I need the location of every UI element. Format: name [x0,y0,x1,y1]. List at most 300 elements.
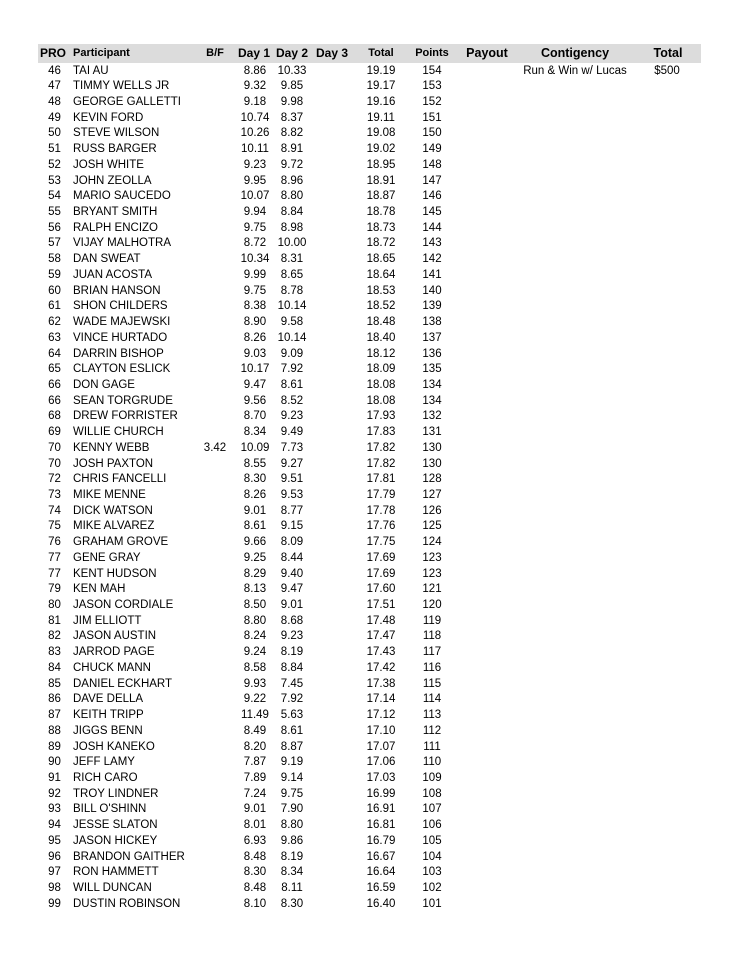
row-points: 140 [422,284,442,297]
row-participant: JIM ELLIOTT [73,614,142,627]
row-participant: CHUCK MANN [73,661,151,674]
row-day1: 6.93 [243,834,267,847]
row-day1: 7.24 [243,787,267,800]
row-participant: DARRIN BISHOP [73,347,164,360]
header-participant: Participant [73,47,130,59]
row-total: 17.12 [366,709,396,721]
row-day1: 10.17 [240,363,270,376]
header-payout: Payout [466,46,508,60]
row-day2: 9.27 [280,457,304,470]
row-points: 152 [422,95,442,108]
row-participant: BRYANT SMITH [73,206,158,218]
row-day2: 9.47 [280,583,304,596]
row-participant: TIMMY WELLS JR [73,80,170,93]
row-day2: 8.78 [280,284,304,297]
row-day1: 8.90 [243,316,267,328]
row-pro: 50 [48,127,61,140]
row-points: 134 [422,378,442,391]
row-day1: 8.49 [243,724,267,737]
row-day2: 9.40 [280,567,304,580]
row-total: 17.47 [366,630,396,643]
row-total: 16.79 [366,834,396,847]
row-pro: 86 [48,693,61,706]
row-total: 17.43 [366,646,396,659]
row-day2: 8.19 [280,646,304,659]
row-total: 16.40 [366,897,396,910]
row-day2: 8.84 [280,661,304,674]
row-day1: 9.01 [243,803,267,816]
row-points: 120 [422,599,442,611]
row-pro: 46 [48,64,61,77]
row-participant: DAN SWEAT [73,253,141,266]
row-points: 104 [422,850,442,863]
row-pro: 91 [48,771,61,784]
row-day2: 8.61 [280,724,304,737]
row-total: 17.60 [366,583,396,596]
row-participant: SHON CHILDERS [73,300,168,313]
row-total: 19.16 [366,95,396,108]
row-day2: 8.61 [280,378,304,391]
row-total: 17.48 [366,614,396,627]
row-participant: WADE MAJEWSKI [73,316,171,328]
row-day2: 9.15 [280,520,304,533]
row-day2: 8.68 [280,614,304,627]
row-pro: 76 [48,536,61,549]
row-participant: DANIEL ECKHART [73,677,173,690]
row-pro: 99 [48,897,61,910]
row-points: 118 [422,630,442,643]
row-points: 154 [422,64,442,77]
row-day1: 8.48 [243,881,267,894]
row-day1: 9.94 [243,206,267,218]
row-pro: 70 [48,457,61,470]
row-total: 17.51 [366,599,396,611]
row-participant: KEITH TRIPP [73,709,144,721]
row-points: 111 [423,740,441,753]
row-points: 147 [422,174,442,187]
row-day2: 9.86 [280,834,304,847]
row-day1: 8.26 [243,331,267,344]
row-pro: 53 [48,174,61,187]
row-day1: 9.18 [243,95,267,108]
row-participant: MIKE ALVAREZ [73,520,155,533]
row-pro: 59 [48,268,61,281]
row-points: 110 [422,756,442,769]
row-total: 18.95 [366,158,396,171]
row-participant: JIGGS BENN [73,724,143,737]
row-participant: KEN MAH [73,583,126,596]
row-pro: 98 [48,881,61,894]
row-pro: 85 [48,677,61,690]
row-points: 112 [422,724,442,737]
row-day2: 9.98 [280,95,304,108]
row-total: 16.81 [366,819,396,832]
row-pro: 79 [48,583,61,596]
row-points: 105 [422,834,442,847]
row-day1: 9.56 [243,394,267,407]
row-day2: 9.14 [280,771,304,784]
row-pro: 88 [48,724,61,737]
row-pro: 74 [48,504,61,517]
row-day1: 11.49 [241,709,269,721]
row-pro: 66 [48,378,61,391]
row-points: 131 [422,426,442,439]
row-day1: 8.26 [243,488,267,501]
row-pro: 62 [48,316,61,328]
row-day1: 8.61 [243,520,267,533]
header-day3: Day 3 [315,46,349,60]
row-day1: 8.01 [243,819,267,832]
row-pro: 69 [48,426,61,439]
row-day2: 8.87 [280,740,304,753]
row-day2: 8.84 [280,206,304,218]
row-pro: 58 [48,253,61,266]
row-points: 153 [422,80,442,93]
row-total: 17.78 [366,504,396,517]
row-day2: 8.31 [280,253,304,266]
row-day2: 8.80 [280,819,304,832]
row-total: 19.19 [366,64,396,77]
row-points: 108 [422,787,442,800]
row-pro: 81 [48,614,61,627]
row-total: 17.42 [366,661,396,674]
row-day2: 7.73 [280,441,304,454]
row-total: 16.91 [366,803,396,816]
row-day1: 9.47 [243,378,267,391]
row-participant: JOHN ZEOLLA [73,174,152,187]
row-participant: JOSH PAXTON [73,457,154,470]
row-day1: 9.95 [243,174,267,187]
row-day2: 10.14 [277,331,307,344]
row-total: 19.17 [366,80,396,93]
row-points: 128 [422,473,442,486]
row-pro: 60 [48,284,61,297]
row-points: 107 [422,803,442,816]
row-total: 17.79 [366,488,396,501]
row-total: 17.69 [366,567,396,580]
row-total: 18.52 [366,300,396,313]
row-total: 18.64 [366,268,396,281]
row-participant: JARROD PAGE [73,646,155,659]
row-participant: GENE GRAY [73,551,141,564]
row-participant: DREW FORRISTER [73,410,178,423]
row-pro: 49 [48,111,61,124]
row-total: 17.81 [366,473,396,486]
row-points: 124 [422,536,442,549]
row-participant: BRANDON GAITHER [73,850,185,863]
row-participant: SEAN TORGRUDE [73,394,173,407]
row-day2: 8.91 [280,143,304,156]
header-points: Points [415,47,449,59]
row-day1: 8.34 [243,426,267,439]
row-total: 18.08 [366,394,396,407]
row-day1: 8.72 [243,237,267,250]
row-day1: 10.07 [240,190,270,203]
row-participant: WILLIE CHURCH [73,426,164,439]
row-participant: STEVE WILSON [73,127,160,140]
row-points: 103 [422,866,442,879]
row-day2: 9.49 [280,426,304,439]
row-day1: 8.70 [243,410,267,423]
row-participant: JOSH KANEKO [73,740,155,753]
row-total: 17.14 [366,693,396,706]
row-pro: 82 [48,630,61,643]
header-pro: PRO [40,46,67,60]
row-points: 123 [422,551,442,564]
row-day1: 8.13 [243,583,267,596]
header-contigency: Contigency [540,46,610,60]
row-day1: 8.30 [243,473,267,486]
row-points: 136 [422,347,442,360]
row-day1: 10.34 [240,253,270,266]
row-pro: 97 [48,866,61,879]
row-day1: 8.48 [243,850,267,863]
row-pro: 92 [48,787,61,800]
row-total: 17.03 [366,771,396,784]
row-pro: 51 [48,143,61,156]
row-day1: 9.99 [243,268,267,281]
row-day1: 8.20 [243,740,267,753]
row-participant: VINCE HURTADO [73,331,168,344]
row-day1: 9.75 [243,221,267,234]
row-participant: DAVE DELLA [73,693,144,706]
row-day2: 9.23 [280,410,304,423]
row-points: 135 [422,363,442,376]
row-day1: 8.38 [243,300,267,313]
row-pro: 89 [48,740,61,753]
row-day1: 8.30 [243,866,267,879]
row-participant: JUAN ACOSTA [73,268,153,281]
header-day1: Day 1 [238,46,271,60]
row-participant: KEVIN FORD [73,111,144,124]
row-total: 18.78 [366,206,396,218]
row-pro: 56 [48,221,61,234]
row-participant: CLAYTON ESLICK [73,363,171,376]
row-pro: 80 [48,599,61,611]
row-pro: 61 [48,300,61,313]
row-day1: 10.11 [241,143,269,156]
row-pro: 57 [48,237,61,250]
row-points: 106 [422,819,442,832]
row-day2: 9.09 [280,347,304,360]
row-day1: 10.74 [240,111,270,124]
row-day2: 7.45 [280,677,304,690]
row-pro: 70 [48,441,61,454]
row-day2: 8.44 [280,551,304,564]
row-points: 126 [422,504,442,517]
row-day2: 7.92 [280,693,304,706]
row-participant: DICK WATSON [73,504,153,517]
row-points: 144 [422,221,442,234]
row-pro: 75 [48,520,61,533]
row-total: 18.48 [366,316,396,328]
row-day1: 8.24 [243,630,267,643]
row-day2: 9.58 [280,316,304,328]
row-day1: 8.86 [243,64,267,77]
row-day2: 8.30 [280,897,304,910]
row-participant: RALPH ENCIZO [73,221,158,234]
row-total: 17.82 [366,457,396,470]
row-participant: JASON CORDIALE [73,599,174,611]
row-day2: 8.96 [280,174,304,187]
row-total: 18.40 [366,331,396,344]
row-total: 18.65 [366,253,396,266]
row-pro: 77 [48,567,61,580]
row-day2: 8.09 [280,536,304,549]
row-total: 17.69 [366,551,396,564]
row-pro: 90 [48,756,61,769]
row-participant: JASON HICKEY [73,834,158,847]
row-total: 18.53 [366,284,396,297]
row-day2: 9.51 [280,473,304,486]
row-participant: RON HAMMETT [73,866,159,879]
row-participant: GEORGE GALLETTI [73,95,181,108]
row-day2: 10.33 [277,64,307,77]
row-day2: 8.98 [280,221,304,234]
row-day2: 8.52 [280,394,304,407]
row-bf: 3.42 [203,441,227,454]
row-points: 116 [422,661,442,674]
row-points: 130 [422,457,442,470]
row-total: 18.09 [366,363,396,376]
row-day1: 9.24 [243,646,267,659]
row-total: 17.75 [366,536,396,549]
row-day1: 9.23 [243,158,267,171]
row-participant: JASON AUSTIN [73,630,157,643]
row-participant: BRIAN HANSON [73,284,161,297]
row-points: 137 [422,331,442,344]
row-points: 142 [422,253,442,266]
row-total: 19.11 [367,111,395,124]
row-total: 17.83 [366,426,396,439]
row-total: 18.12 [366,347,396,360]
row-contigency: Run & Win w/ Lucas [523,64,627,77]
header-bf: B/F [206,47,224,59]
row-participant: JEFF LAMY [73,756,135,769]
row-day2: 9.01 [280,599,304,611]
row-total: 19.08 [366,127,396,140]
row-day1: 7.89 [243,771,267,784]
row-points: 113 [422,709,442,721]
row-participant: KENNY WEBB [73,441,150,454]
row-pro: 83 [48,646,61,659]
row-pro: 87 [48,709,61,721]
row-day2: 9.72 [280,158,304,171]
row-day2: 9.23 [280,630,304,643]
row-day1: 9.75 [243,284,267,297]
row-total: 16.59 [366,881,396,894]
row-day1: 8.29 [243,567,267,580]
row-day1: 9.22 [243,693,267,706]
row-total: 17.07 [366,740,396,753]
row-total: 18.72 [366,237,396,250]
row-points: 123 [422,567,442,580]
row-points: 145 [422,206,442,218]
row-points: 117 [422,646,442,659]
row-pro: 55 [48,206,61,218]
row-pro: 66 [48,394,61,407]
row-pro: 94 [48,819,61,832]
row-points: 102 [422,881,442,894]
row-participant: JOSH WHITE [73,158,144,171]
row-pro: 95 [48,834,61,847]
row-participant: CHRIS FANCELLI [73,473,167,486]
row-total: 16.64 [366,866,396,879]
row-total: 18.91 [366,174,396,187]
row-pro: 65 [48,363,61,376]
row-points: 121 [422,583,442,596]
row-day2: 9.75 [280,787,304,800]
row-points: 132 [422,410,442,423]
row-pro: 63 [48,331,61,344]
row-day1: 9.03 [243,347,267,360]
row-day2: 7.90 [280,803,304,816]
row-day1: 7.87 [243,756,267,769]
row-day2: 8.19 [280,850,304,863]
row-day1: 8.80 [243,614,267,627]
row-participant: RUSS BARGER [73,143,157,156]
row-day1: 10.26 [240,127,270,140]
row-points: 148 [422,158,442,171]
row-day1: 9.25 [243,551,267,564]
row-points: 101 [422,897,442,910]
row-points: 143 [422,237,442,250]
row-day2: 8.11 [281,881,303,894]
row-pro: 96 [48,850,61,863]
row-points: 119 [422,614,442,627]
row-total-amount: $500 [654,64,680,77]
row-pro: 64 [48,347,61,360]
row-pro: 84 [48,661,61,674]
row-pro: 93 [48,803,61,816]
row-day1: 9.66 [243,536,267,549]
row-participant: MARIO SAUCEDO [73,190,171,203]
row-participant: BILL O'SHINN [73,803,147,816]
row-points: 109 [422,771,442,784]
row-pro: 54 [48,190,61,203]
row-participant: RICH CARO [73,771,138,784]
row-pro: 73 [48,488,61,501]
row-points: 139 [422,300,442,313]
row-pro: 72 [48,473,61,486]
row-total: 17.38 [366,677,396,690]
row-total: 16.99 [366,787,396,800]
row-day1: 8.55 [243,457,267,470]
row-pro: 77 [48,551,61,564]
row-day1: 9.01 [243,504,267,517]
row-day2: 8.82 [280,127,304,140]
row-pro: 47 [48,80,61,93]
row-participant: VIJAY MALHOTRA [73,237,171,250]
row-participant: DUSTIN ROBINSON [73,897,181,910]
row-points: 134 [422,394,442,407]
header-day2: Day 2 [276,46,309,60]
row-day2: 7.92 [280,363,304,376]
row-day1: 8.58 [243,661,267,674]
row-points: 115 [422,677,442,690]
row-participant: KENT HUDSON [73,567,157,580]
row-total: 18.87 [366,190,396,203]
row-day1: 8.50 [243,599,267,611]
row-points: 127 [422,488,442,501]
row-day2: 9.53 [280,488,304,501]
row-points: 114 [422,693,442,706]
row-points: 130 [422,441,442,454]
row-pro: 48 [48,95,61,108]
row-day2: 8.80 [280,190,304,203]
row-participant: TROY LINDNER [73,787,159,800]
row-total: 17.76 [366,520,396,533]
